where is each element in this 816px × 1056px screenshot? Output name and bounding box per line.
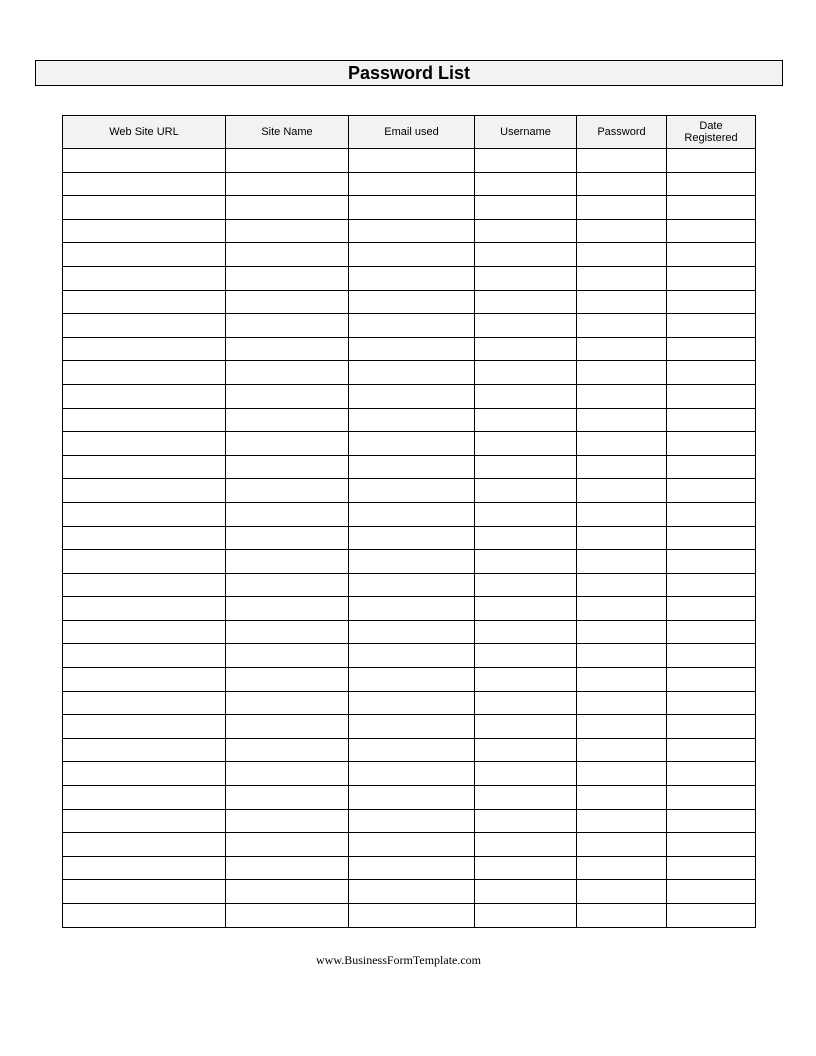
table-row	[63, 738, 756, 762]
cell-username[interactable]	[475, 715, 577, 739]
cell-password[interactable]	[577, 219, 667, 243]
cell-username[interactable]	[475, 833, 577, 857]
cell-username[interactable]	[475, 620, 577, 644]
cell-date-registered[interactable]	[667, 597, 756, 621]
cell-password[interactable]	[577, 526, 667, 550]
table-row	[63, 361, 756, 385]
cell-site-name[interactable]	[226, 384, 349, 408]
page-title: Password List	[347, 62, 471, 83]
cell-site-name[interactable]	[226, 738, 349, 762]
cell-username[interactable]	[475, 644, 577, 668]
cell-username[interactable]	[475, 738, 577, 762]
cell-site-name[interactable]	[226, 856, 349, 880]
cell-web-site-url[interactable]	[63, 149, 226, 173]
cell-web-site-url[interactable]	[63, 644, 226, 668]
cell-email-used[interactable]	[349, 526, 475, 550]
cell-date-registered[interactable]	[667, 314, 756, 338]
table-row	[63, 384, 756, 408]
cell-password[interactable]	[577, 856, 667, 880]
cell-web-site-url[interactable]	[63, 479, 226, 503]
cell-date-registered[interactable]	[667, 219, 756, 243]
table-row	[63, 786, 756, 810]
cell-email-used[interactable]	[349, 455, 475, 479]
cell-email-used[interactable]	[349, 691, 475, 715]
cell-username[interactable]	[475, 762, 577, 786]
table-row	[63, 620, 756, 644]
cell-email-used[interactable]	[349, 786, 475, 810]
cell-password[interactable]	[577, 833, 667, 857]
cell-email-used[interactable]	[349, 243, 475, 267]
cell-password[interactable]	[577, 361, 667, 385]
cell-site-name[interactable]	[226, 526, 349, 550]
cell-username[interactable]	[475, 219, 577, 243]
cell-email-used[interactable]	[349, 715, 475, 739]
cell-username[interactable]	[475, 880, 577, 904]
cell-site-name[interactable]	[226, 196, 349, 220]
cell-username[interactable]	[475, 361, 577, 385]
cell-site-name[interactable]	[226, 597, 349, 621]
cell-email-used[interactable]	[349, 644, 475, 668]
cell-web-site-url[interactable]	[63, 809, 226, 833]
cell-site-name[interactable]	[226, 337, 349, 361]
cell-email-used[interactable]	[349, 502, 475, 526]
col-header-username: Username	[475, 116, 577, 149]
cell-password[interactable]	[577, 149, 667, 173]
cell-email-used[interactable]	[349, 833, 475, 857]
cell-password[interactable]	[577, 668, 667, 692]
cell-date-registered[interactable]	[667, 573, 756, 597]
cell-email-used[interactable]	[349, 904, 475, 928]
cell-password[interactable]	[577, 715, 667, 739]
table-row	[63, 597, 756, 621]
cell-web-site-url[interactable]	[63, 455, 226, 479]
cell-web-site-url[interactable]	[63, 243, 226, 267]
cell-web-site-url[interactable]	[63, 833, 226, 857]
cell-email-used[interactable]	[349, 620, 475, 644]
cell-email-used[interactable]	[349, 762, 475, 786]
cell-username[interactable]	[475, 266, 577, 290]
cell-username[interactable]	[475, 856, 577, 880]
cell-username[interactable]	[475, 408, 577, 432]
cell-password[interactable]	[577, 408, 667, 432]
cell-password[interactable]	[577, 314, 667, 338]
cell-date-registered[interactable]	[667, 196, 756, 220]
cell-email-used[interactable]	[349, 172, 475, 196]
cell-date-registered[interactable]	[667, 502, 756, 526]
table-row	[63, 337, 756, 361]
cell-web-site-url[interactable]	[63, 573, 226, 597]
cell-password[interactable]	[577, 455, 667, 479]
cell-date-registered[interactable]	[667, 904, 756, 928]
cell-web-site-url[interactable]	[63, 762, 226, 786]
cell-date-registered[interactable]	[667, 479, 756, 503]
cell-site-name[interactable]	[226, 833, 349, 857]
cell-email-used[interactable]	[349, 337, 475, 361]
cell-username[interactable]	[475, 479, 577, 503]
cell-password[interactable]	[577, 266, 667, 290]
table-row	[63, 408, 756, 432]
cell-web-site-url[interactable]	[63, 597, 226, 621]
cell-password[interactable]	[577, 196, 667, 220]
cell-web-site-url[interactable]	[63, 856, 226, 880]
cell-date-registered[interactable]	[667, 880, 756, 904]
cell-password[interactable]	[577, 172, 667, 196]
cell-email-used[interactable]	[349, 668, 475, 692]
cell-date-registered[interactable]	[667, 172, 756, 196]
cell-username[interactable]	[475, 668, 577, 692]
cell-date-registered[interactable]	[667, 432, 756, 456]
cell-email-used[interactable]	[349, 266, 475, 290]
cell-username[interactable]	[475, 809, 577, 833]
cell-web-site-url[interactable]	[63, 219, 226, 243]
cell-username[interactable]	[475, 550, 577, 574]
cell-password[interactable]	[577, 738, 667, 762]
cell-web-site-url[interactable]	[63, 290, 226, 314]
cell-site-name[interactable]	[226, 149, 349, 173]
cell-email-used[interactable]	[349, 550, 475, 574]
cell-date-registered[interactable]	[667, 526, 756, 550]
cell-username[interactable]	[475, 432, 577, 456]
cell-date-registered[interactable]	[667, 738, 756, 762]
cell-date-registered[interactable]	[667, 455, 756, 479]
cell-web-site-url[interactable]	[63, 384, 226, 408]
cell-username[interactable]	[475, 904, 577, 928]
cell-username[interactable]	[475, 455, 577, 479]
header-row	[63, 116, 756, 149]
cell-email-used[interactable]	[349, 219, 475, 243]
cell-web-site-url[interactable]	[63, 550, 226, 574]
cell-web-site-url[interactable]	[63, 432, 226, 456]
cell-date-registered[interactable]	[667, 290, 756, 314]
cell-site-name[interactable]	[226, 290, 349, 314]
cell-username[interactable]	[475, 786, 577, 810]
cell-site-name[interactable]	[226, 715, 349, 739]
cell-email-used[interactable]	[349, 856, 475, 880]
table-row	[63, 833, 756, 857]
cell-web-site-url[interactable]	[63, 361, 226, 385]
cell-web-site-url[interactable]	[63, 502, 226, 526]
password-table	[62, 115, 756, 928]
cell-web-site-url[interactable]	[63, 337, 226, 361]
cell-web-site-url[interactable]	[63, 172, 226, 196]
cell-web-site-url[interactable]	[63, 620, 226, 644]
cell-password[interactable]	[577, 880, 667, 904]
cell-date-registered[interactable]	[667, 361, 756, 385]
table-row	[63, 550, 756, 574]
cell-web-site-url[interactable]	[63, 691, 226, 715]
col-header-site-name: Site Name	[226, 116, 349, 149]
cell-site-name[interactable]	[226, 243, 349, 267]
cell-email-used[interactable]	[349, 149, 475, 173]
cell-username[interactable]	[475, 384, 577, 408]
table-row	[63, 762, 756, 786]
cell-site-name[interactable]	[226, 172, 349, 196]
cell-date-registered[interactable]	[667, 691, 756, 715]
cell-site-name[interactable]	[226, 786, 349, 810]
table-row	[63, 668, 756, 692]
table-row	[63, 479, 756, 503]
cell-site-name[interactable]	[226, 502, 349, 526]
table-row	[63, 314, 756, 338]
table-row	[63, 196, 756, 220]
cell-email-used[interactable]	[349, 384, 475, 408]
cell-date-registered[interactable]	[667, 833, 756, 857]
cell-email-used[interactable]	[349, 408, 475, 432]
cell-web-site-url[interactable]	[63, 715, 226, 739]
cell-password[interactable]	[577, 620, 667, 644]
cell-date-registered[interactable]	[667, 644, 756, 668]
cell-site-name[interactable]	[226, 691, 349, 715]
col-header-web-site-url: Web Site URL	[63, 116, 226, 149]
table-row	[63, 290, 756, 314]
cell-email-used[interactable]	[349, 196, 475, 220]
cell-web-site-url[interactable]	[63, 738, 226, 762]
cell-date-registered[interactable]	[667, 337, 756, 361]
cell-username[interactable]	[475, 196, 577, 220]
title-bar	[35, 60, 783, 86]
cell-site-name[interactable]	[226, 904, 349, 928]
cell-email-used[interactable]	[349, 361, 475, 385]
cell-site-name[interactable]	[226, 809, 349, 833]
cell-site-name[interactable]	[226, 479, 349, 503]
table-row	[63, 266, 756, 290]
cell-password[interactable]	[577, 550, 667, 574]
cell-date-registered[interactable]	[667, 266, 756, 290]
cell-password[interactable]	[577, 384, 667, 408]
cell-password[interactable]	[577, 762, 667, 786]
cell-date-registered[interactable]	[667, 384, 756, 408]
cell-password[interactable]	[577, 691, 667, 715]
cell-web-site-url[interactable]	[63, 314, 226, 338]
cell-site-name[interactable]	[226, 266, 349, 290]
cell-site-name[interactable]	[226, 668, 349, 692]
cell-email-used[interactable]	[349, 880, 475, 904]
cell-web-site-url[interactable]	[63, 786, 226, 810]
table-row	[63, 573, 756, 597]
cell-email-used[interactable]	[349, 809, 475, 833]
cell-password[interactable]	[577, 290, 667, 314]
cell-site-name[interactable]	[226, 762, 349, 786]
cell-email-used[interactable]	[349, 597, 475, 621]
cell-username[interactable]	[475, 691, 577, 715]
cell-date-registered[interactable]	[667, 856, 756, 880]
cell-password[interactable]	[577, 597, 667, 621]
cell-web-site-url[interactable]	[63, 526, 226, 550]
cell-password[interactable]	[577, 573, 667, 597]
cell-email-used[interactable]	[349, 314, 475, 338]
cell-site-name[interactable]	[226, 644, 349, 668]
cell-date-registered[interactable]	[667, 762, 756, 786]
cell-username[interactable]	[475, 290, 577, 314]
cell-web-site-url[interactable]	[63, 880, 226, 904]
cell-site-name[interactable]	[226, 361, 349, 385]
cell-email-used[interactable]	[349, 573, 475, 597]
cell-site-name[interactable]	[226, 314, 349, 338]
table-row	[63, 809, 756, 833]
cell-site-name[interactable]	[226, 455, 349, 479]
cell-web-site-url[interactable]	[63, 196, 226, 220]
cell-date-registered[interactable]	[667, 408, 756, 432]
cell-email-used[interactable]	[349, 432, 475, 456]
cell-site-name[interactable]	[226, 573, 349, 597]
table-row	[63, 455, 756, 479]
cell-password[interactable]	[577, 809, 667, 833]
table-row	[63, 219, 756, 243]
cell-username[interactable]	[475, 573, 577, 597]
cell-username[interactable]	[475, 502, 577, 526]
cell-password[interactable]	[577, 479, 667, 503]
cell-password[interactable]	[577, 644, 667, 668]
table-row	[63, 691, 756, 715]
table-row	[63, 526, 756, 550]
cell-date-registered[interactable]	[667, 620, 756, 644]
footer-url: www.BusinessFormTemplate.com	[315, 953, 482, 967]
cell-email-used[interactable]	[349, 290, 475, 314]
cell-password[interactable]	[577, 502, 667, 526]
cell-email-used[interactable]	[349, 479, 475, 503]
cell-username[interactable]	[475, 172, 577, 196]
cell-username[interactable]	[475, 314, 577, 338]
cell-date-registered[interactable]	[667, 668, 756, 692]
cell-password[interactable]	[577, 904, 667, 928]
cell-site-name[interactable]	[226, 620, 349, 644]
table-row	[63, 904, 756, 928]
cell-username[interactable]	[475, 526, 577, 550]
cell-web-site-url[interactable]	[63, 904, 226, 928]
table-row	[63, 856, 756, 880]
col-header-email-used: Email used	[349, 116, 475, 149]
table-row	[63, 644, 756, 668]
col-header-password: Password	[577, 116, 667, 149]
table-row	[63, 502, 756, 526]
cell-email-used[interactable]	[349, 738, 475, 762]
cell-date-registered[interactable]	[667, 149, 756, 173]
cell-password[interactable]	[577, 786, 667, 810]
cell-site-name[interactable]	[226, 219, 349, 243]
cell-site-name[interactable]	[226, 880, 349, 904]
table-row	[63, 172, 756, 196]
cell-password[interactable]	[577, 243, 667, 267]
cell-username[interactable]	[475, 149, 577, 173]
cell-date-registered[interactable]	[667, 809, 756, 833]
cell-date-registered[interactable]	[667, 786, 756, 810]
cell-username[interactable]	[475, 337, 577, 361]
cell-date-registered[interactable]	[667, 715, 756, 739]
cell-username[interactable]	[475, 243, 577, 267]
cell-date-registered[interactable]	[667, 550, 756, 574]
table-row	[63, 432, 756, 456]
cell-password[interactable]	[577, 432, 667, 456]
col-header-date-registered: Date Registered	[667, 116, 756, 149]
cell-password[interactable]	[577, 337, 667, 361]
table-row	[63, 149, 756, 173]
cell-site-name[interactable]	[226, 432, 349, 456]
cell-site-name[interactable]	[226, 550, 349, 574]
cell-web-site-url[interactable]	[63, 408, 226, 432]
cell-date-registered[interactable]	[667, 243, 756, 267]
table-row	[63, 880, 756, 904]
table-row	[63, 243, 756, 267]
cell-web-site-url[interactable]	[63, 668, 226, 692]
cell-username[interactable]	[475, 597, 577, 621]
table-row	[63, 715, 756, 739]
cell-site-name[interactable]	[226, 408, 349, 432]
cell-web-site-url[interactable]	[63, 266, 226, 290]
